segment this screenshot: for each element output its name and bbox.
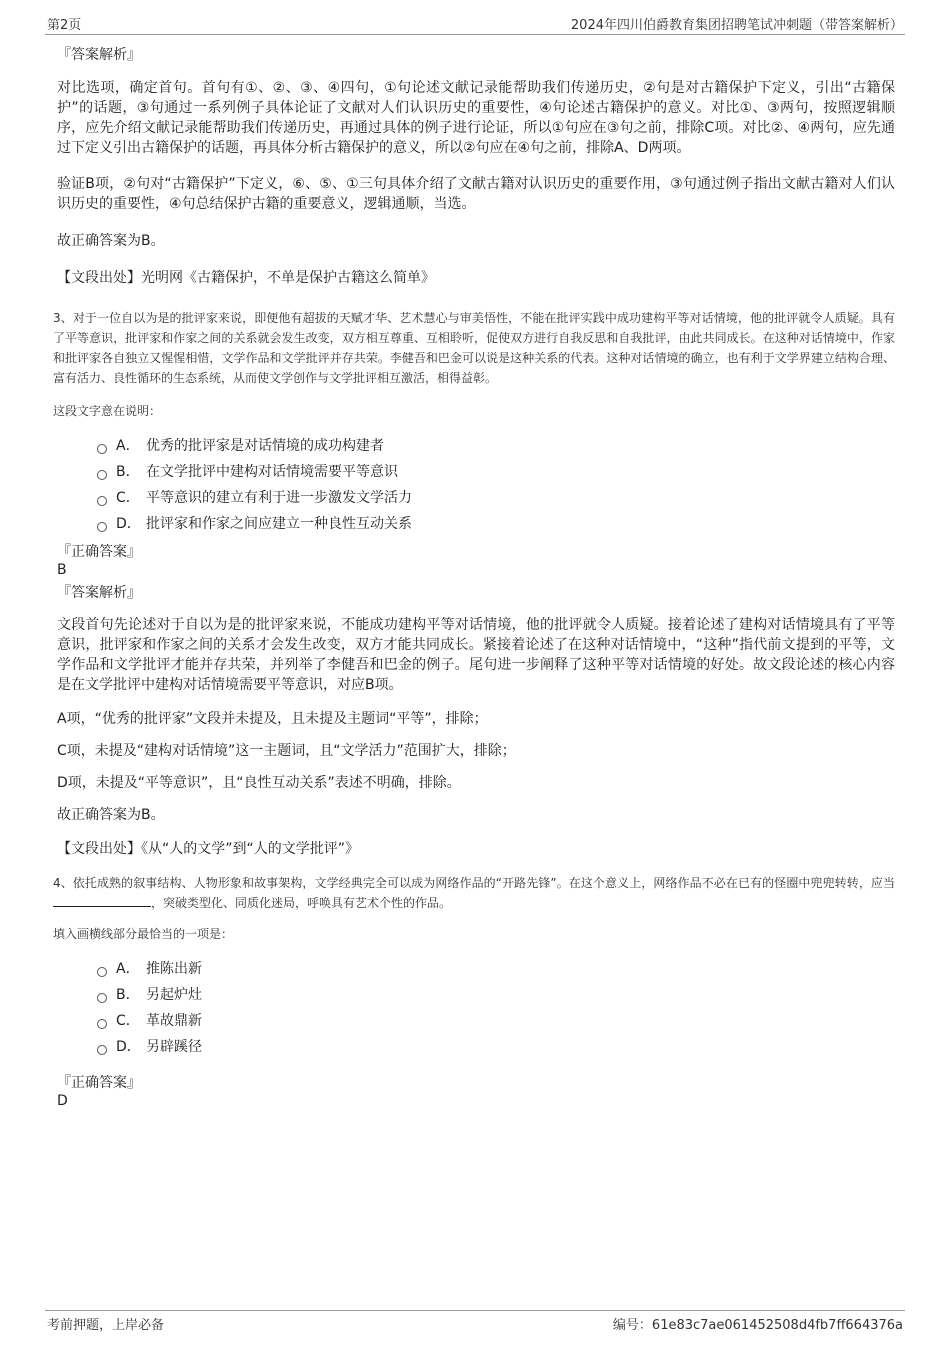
q2-analysis-label: 『答案解析』 <box>57 47 141 63</box>
page-content <box>53 46 895 1110</box>
q3-stem: 3、对于一位自以为是的批评家来说，即便他有超拔的天赋才华、艺术慧心与审美悟性，不能在批评实践中成功建构平等对话情境，他的批评就令人质疑。具有了平等意识，批评家和作家之间的关系就会发生改变，双方相互尊重、互相聆听，促使双方进行自我反思和自我批评，由此共同成长。在这种对话情境中，作家和批评家各自独立又惺惺相惜，文学作品和文学批评并存共荣。李健吾和巴金可以说是这种关系的代表。这种对话情境的确立，也有利于文学界建立结构合理、富有活力、良性循环的生态系统，从而使文学创作与文学批评相互激活，相得益彰。 <box>53 311 895 385</box>
q3-analysis-paragraph: A项，“优秀的批评家”文段并未提及，且未提及主题词“平等”，排除； <box>57 711 488 727</box>
q4-answer: D <box>57 1093 68 1109</box>
document-code: 编号：61e83c7ae061452508d4fb7ff664376a <box>612 1318 903 1333</box>
radio-icon[interactable] <box>97 470 107 480</box>
q3-options <box>57 433 895 537</box>
footer-slogan: 考前押题，上岸必备 <box>47 1318 165 1333</box>
q4-stem: 4、依托成熟的叙事结构、人物形象和故事架构，文学经典完全可以成为网络作品的“开路先锋”。在这个意义上，网络作品不必在已有的怪圈中兜兜转转，应当 ，突破类型化、同质化迷局，呼唤具有艺术个性的作品。 <box>53 876 895 910</box>
q2-analysis-paragraph: 验证B项，②句对“古籍保护”下定义，⑥、⑤、①三句具体介绍了文献古籍对认识历史的重要作用，③句通过例子指出文献古籍对人们认识历史的重要性，④句总结保护古籍的重要意义，逻辑通顺，当选。 <box>57 176 895 212</box>
radio-icon[interactable] <box>97 522 107 532</box>
radio-icon[interactable] <box>97 1045 107 1055</box>
q2-source: 【文段出处】光明网《古籍保护，不单是保护古籍这么简单》 <box>57 270 435 286</box>
q4-option-c[interactable]: C． 革故鼎新 <box>97 1008 895 1034</box>
q3-option-d[interactable]: D． 批评家和作家之间应建立一种良性互动关系 <box>97 511 895 537</box>
q3-option-a[interactable]: A． 优秀的批评家是对话情境的成功构建者 <box>97 433 895 459</box>
q4-options <box>57 956 895 1060</box>
page-number: 第2页 <box>47 18 82 33</box>
q3-conclusion: 故正确答案为B。 <box>57 807 165 823</box>
q2-analysis-paragraph: 对比选项，确定首句。首句有①、②、③、④四句，①句论述文献记录能帮助我们传递历史，②句是对古籍保护下定义，引出“古籍保护”的话题，③句通过一系列例子具体论证了文献对人们认识历史的重要性，④句论述古籍保护的意义。对比①、③两句，按照逻辑顺序，应先介绍文献记录能帮助我们传递历史，再通过具体的例子进行论证，所以①句应在③句之前，排除C项。对比②、④两句，应先通过下定义引出古籍保护的话题，再具体分析古籍保护的意义，所以②句应在④句之前，排除A、D两项。 <box>57 80 895 156</box>
q3-source: 【文段出处】《从“人的文学”到“人的文学批评”》 <box>57 841 360 857</box>
q4-option-a[interactable]: A． 推陈出新 <box>97 956 895 982</box>
q4-option-d[interactable]: D． 另辟蹊径 <box>97 1034 895 1060</box>
q3-analysis-paragraph: D项，未提及“平等意识”，且“良性互动关系”表述不明确，排除。 <box>57 775 461 791</box>
radio-icon[interactable] <box>97 967 107 977</box>
q3-option-b[interactable]: B． 在文学批评中建构对话情境需要平等意识 <box>97 459 895 485</box>
q3-answer: B <box>57 562 67 578</box>
page-header <box>45 14 905 35</box>
radio-icon[interactable] <box>97 993 107 1003</box>
q2-conclusion: 故正确答案为B。 <box>57 233 165 249</box>
fill-blank <box>53 895 151 907</box>
radio-icon[interactable] <box>97 444 107 454</box>
q3-analysis-paragraph: C项，未提及“建构对话情境”这一主题词，且“文学活力”范围扩大，排除； <box>57 743 516 759</box>
q3-answer-label: 『正确答案』 <box>57 544 141 560</box>
radio-icon[interactable] <box>97 496 107 506</box>
q4-option-b[interactable]: B． 另起炉灶 <box>97 982 895 1008</box>
page-footer <box>45 1310 905 1336</box>
document-title: 2024年四川伯爵教育集团招聘笔试冲刺题（带答案解析） <box>570 18 903 33</box>
q3-analysis-paragraph: 文段首句先论述对于自以为是的批评家来说，不能成功建构平等对话情境，他的批评就令人质疑。接着论述了建构对话情境具有了平等意识，批评家和作家之间的关系才会发生改变，双方才能共同成长。紧接着论述了在这种对话情境中，“这种”指代前文提到的平等，文学作品和文学批评才能并存共荣，并列举了李健吾和巴金的例子。尾句进一步阐释了这种平等对话情境的好处。故文段论述的核心内容是在文学批评中建构对话情境需要平等意识，对应B项。 <box>57 617 895 693</box>
radio-icon[interactable] <box>97 1019 107 1029</box>
q3-option-c[interactable]: C． 平等意识的建立有利于进一步激发文学活力 <box>97 485 895 511</box>
q4-answer-label: 『正确答案』 <box>57 1075 141 1091</box>
q3-analysis-label: 『答案解析』 <box>57 585 141 601</box>
q3-prompt: 这段文字意在说明： <box>53 404 162 418</box>
q4-prompt: 填入画横线部分最恰当的一项是： <box>53 927 234 941</box>
